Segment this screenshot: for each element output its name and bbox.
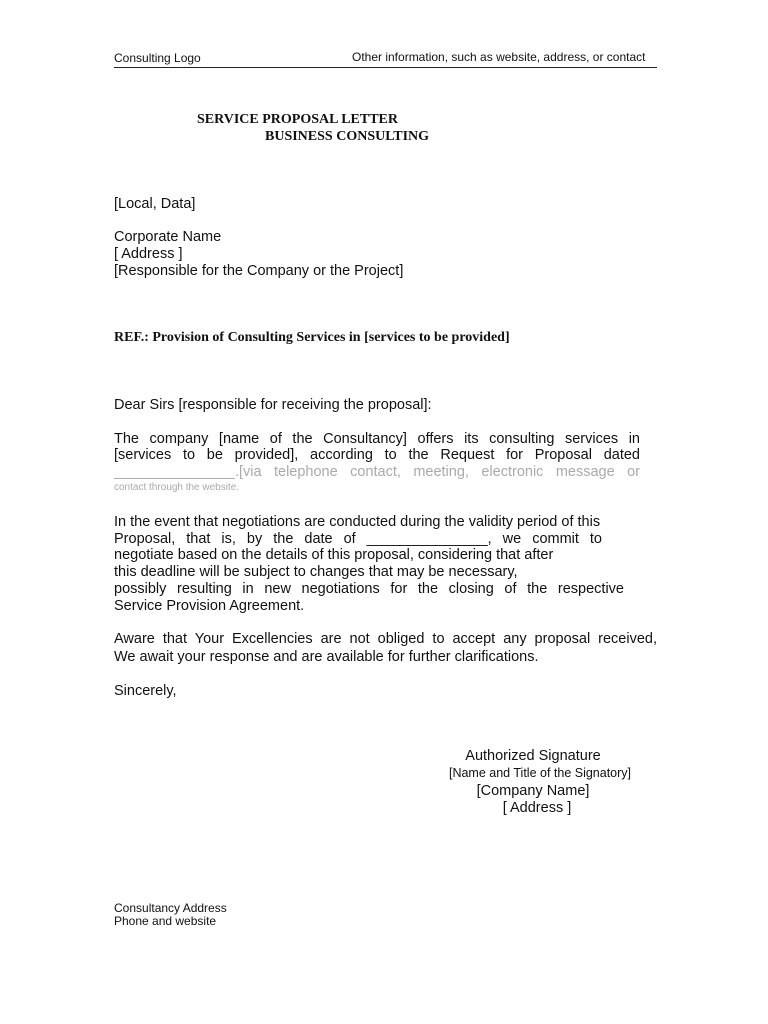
paragraph2-line: In the event that negotiations are conducted during the validity period of this [114,514,601,530]
signatory-name-title: [Name and Title of the Signatory] [448,766,632,780]
recipient-address: [ Address ] [114,246,183,262]
signature-company: [Company Name] [476,783,590,799]
paragraph2-line: Proposal, that is, by the date of _______________, we commit to [114,531,602,547]
recipient-responsible: [Responsible for the Company or the Project] [114,263,404,279]
paragraph1-line: _______________.[via telephone contact, meeting, electronic message or [114,464,640,480]
header-contact-info: Other information, such as website, address, or contact [352,50,646,64]
paragraph2-line: Service Provision Agreement. [114,598,305,614]
paragraph1-line: The company [name of the Consultancy] offers its consulting services in [114,431,640,447]
signature-address: [ Address ] [502,800,572,816]
local-date: [Local, Data] [114,196,196,212]
paragraph2-line: this deadline will be subject to changes that may be necessary, [114,564,518,580]
paragraph3-line: We await your response and are available for further clarifications. [114,649,539,665]
document-title: SERVICE PROPOSAL LETTER [197,112,399,127]
signature-label: Authorized Signature [465,748,601,764]
paragraph1-line: contact through the website. [114,482,240,493]
footer-address: Consultancy Address [114,901,227,915]
salutation: Dear Sirs [responsible for receiving the proposal]: [114,397,432,413]
paragraph1-line: [services to be provided], according to the Request for Proposal dated [114,447,640,463]
paragraph3-line: Aware that Your Excellencies are not obliged to accept any proposal received, [114,631,657,647]
recipient-corporate-name: Corporate Name [114,229,222,245]
closing: Sincerely, [114,683,177,699]
document-subtitle: BUSINESS CONSULTING [265,129,430,144]
footer-phone-website: Phone and website [114,914,217,928]
paragraph2-line: possibly resulting in new negotiations for the closing of the respective [114,581,624,597]
paragraph2-line: negotiate based on the details of this proposal, considering that after [114,547,554,563]
reference-line: REF.: Provision of Consulting Services in [services to be provided] [114,330,510,345]
header-logo-placeholder: Consulting Logo [114,51,201,65]
header-divider [114,67,657,68]
